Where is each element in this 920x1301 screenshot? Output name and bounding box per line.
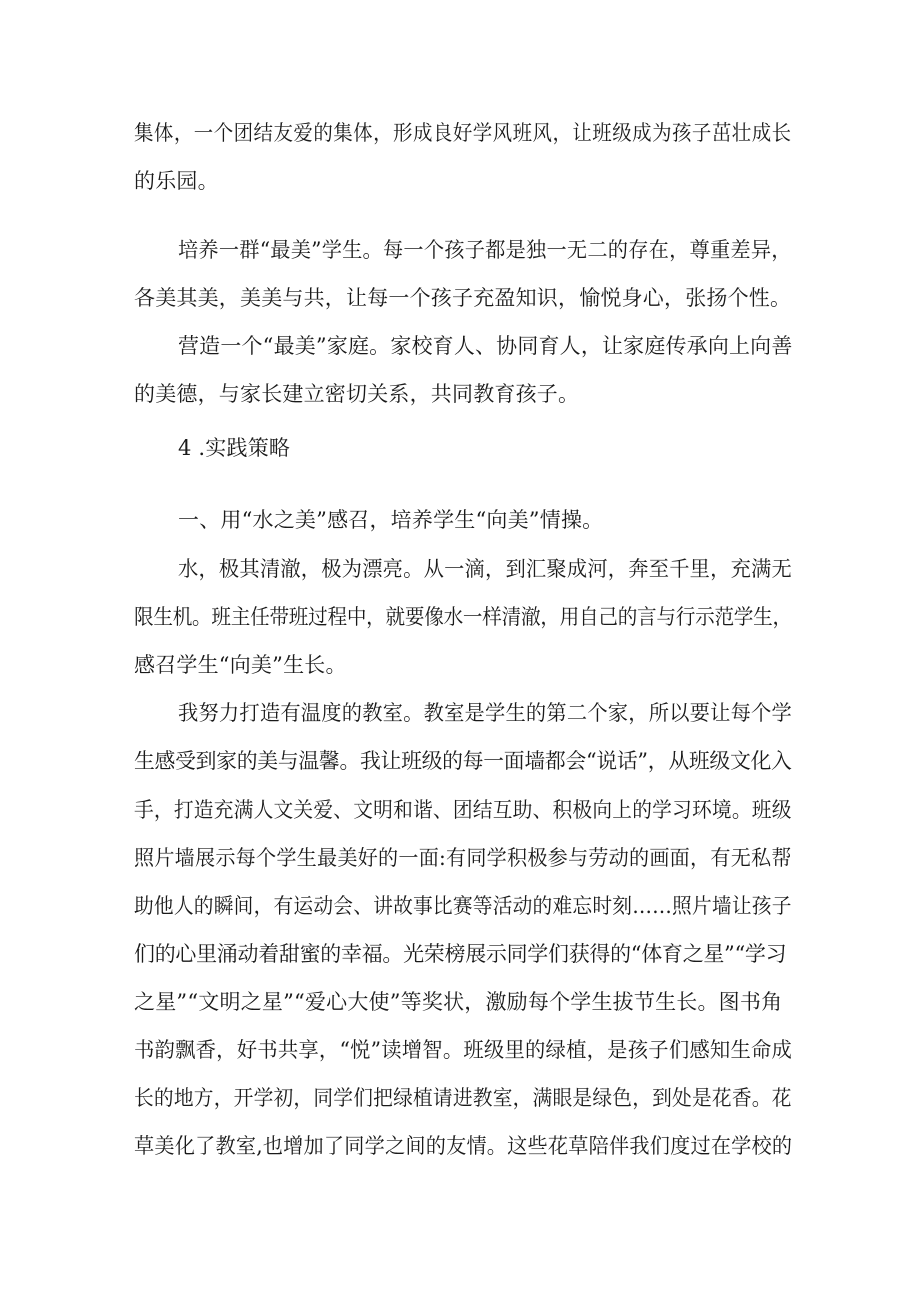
- paragraph-line: 我努力打造有温度的教室。教室是学生的第二个家，所以要让每个学: [178, 701, 792, 725]
- paragraph-line: 的美德，与家长建立密切关系，共同教育孩子。: [134, 382, 580, 406]
- paragraph-line: 照片墙展示每个学生最美好的一面:有同学积极参与劳动的画面，有无私帮: [134, 846, 792, 870]
- paragraph-line: 之星”“文明之星”“爱心大使”等奖状，激励每个学生拔节生长。图书角: [134, 990, 783, 1014]
- paragraph-line: 集体，一个团结友爱的集体，形成良好学风班风，让班级成为孩子茁壮成长: [134, 121, 792, 145]
- section-heading: 4 .实践策略: [178, 436, 291, 460]
- paragraph-line: 限生机。班主任带班过程中，就要像水一样清澈，用自己的言与行示范学生，: [134, 605, 792, 629]
- paragraph-line: 长的地方，开学初，同学们把绿植请进教室，满眼是绿色，到处是花香。花: [134, 1086, 792, 1110]
- paragraph-line: 们的心里涌动着甜蜜的幸福。光荣榜展示同学们获得的“体育之星”“学习: [134, 942, 787, 966]
- paragraph-line: 水，极其清澈，极为漂亮。从一滴，到汇聚成河，奔至千里，充满无: [178, 557, 792, 581]
- paragraph-line: 感召学生“向美”生长。: [134, 653, 347, 677]
- paragraph-line: 草美化了教室,也增加了同学之间的友情。这些花草陪伴我们度过在学校的: [134, 1134, 793, 1158]
- paragraph-line: 手，打造充满人文关爱、文明和谐、团结互助、积极向上的学习环境。班级: [134, 798, 792, 822]
- paragraph-line: 营造一个“最美”家庭。家校育人、协同育人，让家庭传承向上向善: [178, 334, 793, 358]
- paragraph-line: 助他人的瞬间，有运动会、讲故事比赛等活动的难忘时刻……照片墙让孩子: [134, 894, 792, 918]
- subheading: 一、用“水之美”感召，培养学生“向美”情操。: [178, 508, 604, 532]
- paragraph-line: 的乐园。: [134, 169, 219, 193]
- paragraph-line: 培养一群“最美”学生。每一个孩子都是独一无二的存在，尊重差异，: [178, 238, 792, 262]
- paragraph-line: 各美其美，美美与共，让每一个孩子充盈知识，愉悦身心，张扬个性。: [134, 286, 792, 310]
- paragraph-line: 生感受到家的美与温馨。我让班级的每一面墙都会“说话”，从班级文化入: [134, 749, 792, 773]
- paragraph-line: 书韵飘香，好书共享，“悦”读增智。班级里的绿植，是孩子们感知生命成: [134, 1038, 793, 1062]
